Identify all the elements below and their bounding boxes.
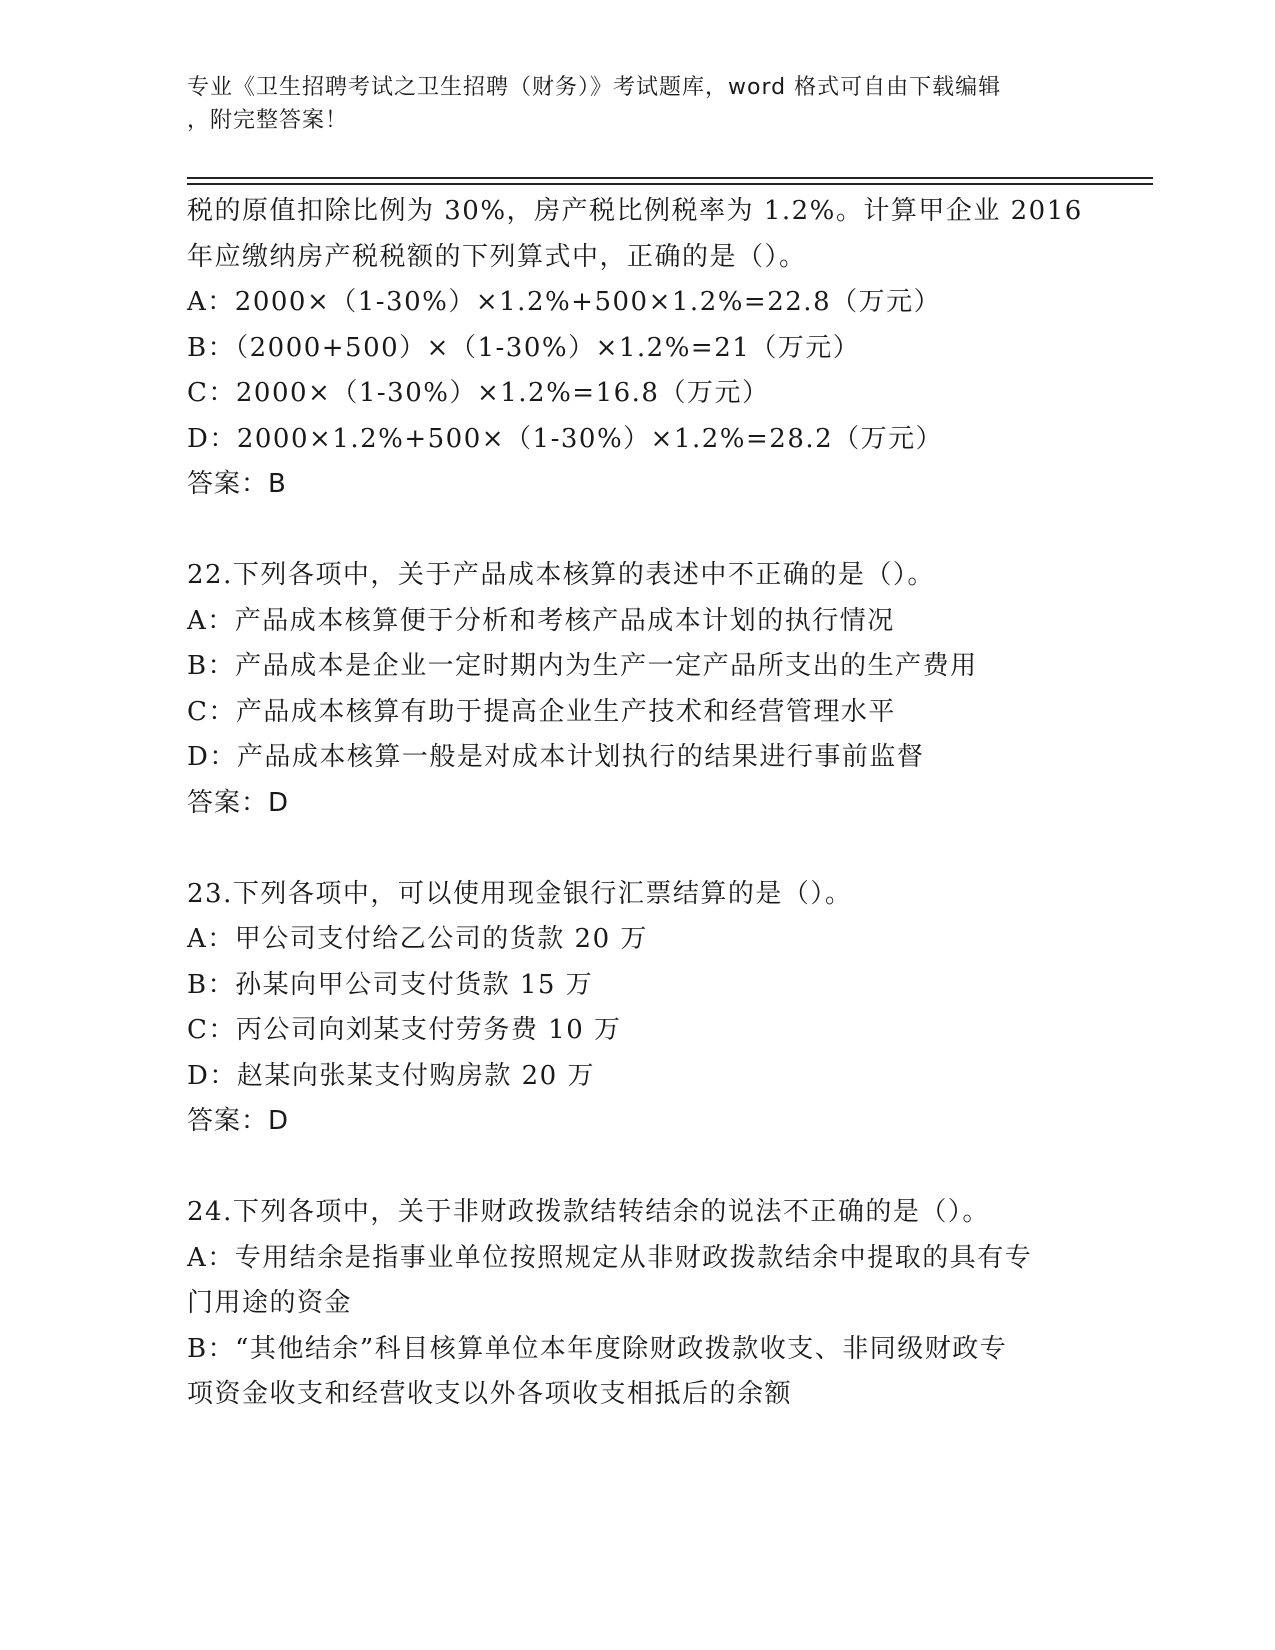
answer-line: 答案：D xyxy=(187,1106,290,1136)
question-stem-line: 年应缴纳房产税税额的下列算式中，正确的是（）。 xyxy=(187,241,807,272)
answer-line: 答案：B xyxy=(187,469,287,499)
question-21 xyxy=(187,189,1087,508)
question-22 xyxy=(187,553,1087,826)
question-content xyxy=(187,189,1087,1418)
option-a: A：产品成本核算便于分析和考核产品成本计划的执行情况 xyxy=(187,605,895,636)
option-a-line: A：专用结余是指事业单位按照规定从非财政拨款结余中提取的具有专 xyxy=(187,1242,1033,1273)
option-d: D：产品成本核算一般是对成本计划执行的结果进行事前监督 xyxy=(187,742,925,772)
option-d: D：赵某向张某支付购房款 20 万 xyxy=(187,1060,595,1091)
question-23 xyxy=(187,872,1087,1145)
option-b: B：（2000+500）×（1-30%）×1.2%=21（万元） xyxy=(187,332,861,363)
option-b-line: 项资金收支和经营收支以外各项收支相抵后的余额 xyxy=(187,1379,793,1409)
question-spacer xyxy=(187,508,1087,554)
header-line-2: ，附完整答案！ xyxy=(187,108,349,133)
option-a: A：2000×（1-30%）×1.2%+500×1.2%=22.8（万元） xyxy=(187,287,942,317)
option-c: C：2000×（1-30%）×1.2%=16.8（万元） xyxy=(187,378,770,408)
option-d: D：2000×1.2%+500×（1-30%）×1.2%=28.2（万元） xyxy=(187,423,944,454)
question-24 xyxy=(187,1190,1087,1418)
answer-line: 答案：D xyxy=(187,787,290,818)
question-stem: 22.下列各项中，关于产品成本核算的表述中不正确的是（）。 xyxy=(187,560,935,590)
header-divider-bottom xyxy=(187,183,1153,185)
question-stem: 24.下列各项中，关于非财政拨款结转结余的说法不正确的是（）。 xyxy=(187,1197,990,1227)
question-spacer xyxy=(187,826,1087,872)
question-stem: 23.下列各项中，可以使用现金银行汇票结算的是（）。 xyxy=(187,878,853,909)
option-a-line: 门用途的资金 xyxy=(187,1288,353,1318)
question-stem-line: 税的原值扣除比例为 30%，房产税比例税率为 1.2%。计算甲企业 2016 xyxy=(187,196,1083,226)
option-c: C：丙公司向刘某支付劳务费 10 万 xyxy=(187,1015,622,1045)
option-c: C：产品成本核算有助于提高企业生产技术和经营管理水平 xyxy=(187,696,896,727)
document-header xyxy=(187,71,1067,137)
option-a: A：甲公司支付给乙公司的货款 20 万 xyxy=(187,924,648,954)
option-b: B：孙某向甲公司支付货款 15 万 xyxy=(187,969,594,1000)
question-spacer xyxy=(187,1145,1087,1191)
header-divider-top xyxy=(187,177,1153,179)
option-b: B：产品成本是企业一定时期内为生产一定产品所支出的生产费用 xyxy=(187,651,978,681)
header-line-1: 专业《卫生招聘考试之卫生招聘（财务）》考试题库，word 格式可自由下载编辑 xyxy=(187,75,1002,100)
option-b-line: B：“其他结余”科目核算单位本年度除财政拨款收支、非同级财政专 xyxy=(187,1333,1008,1364)
